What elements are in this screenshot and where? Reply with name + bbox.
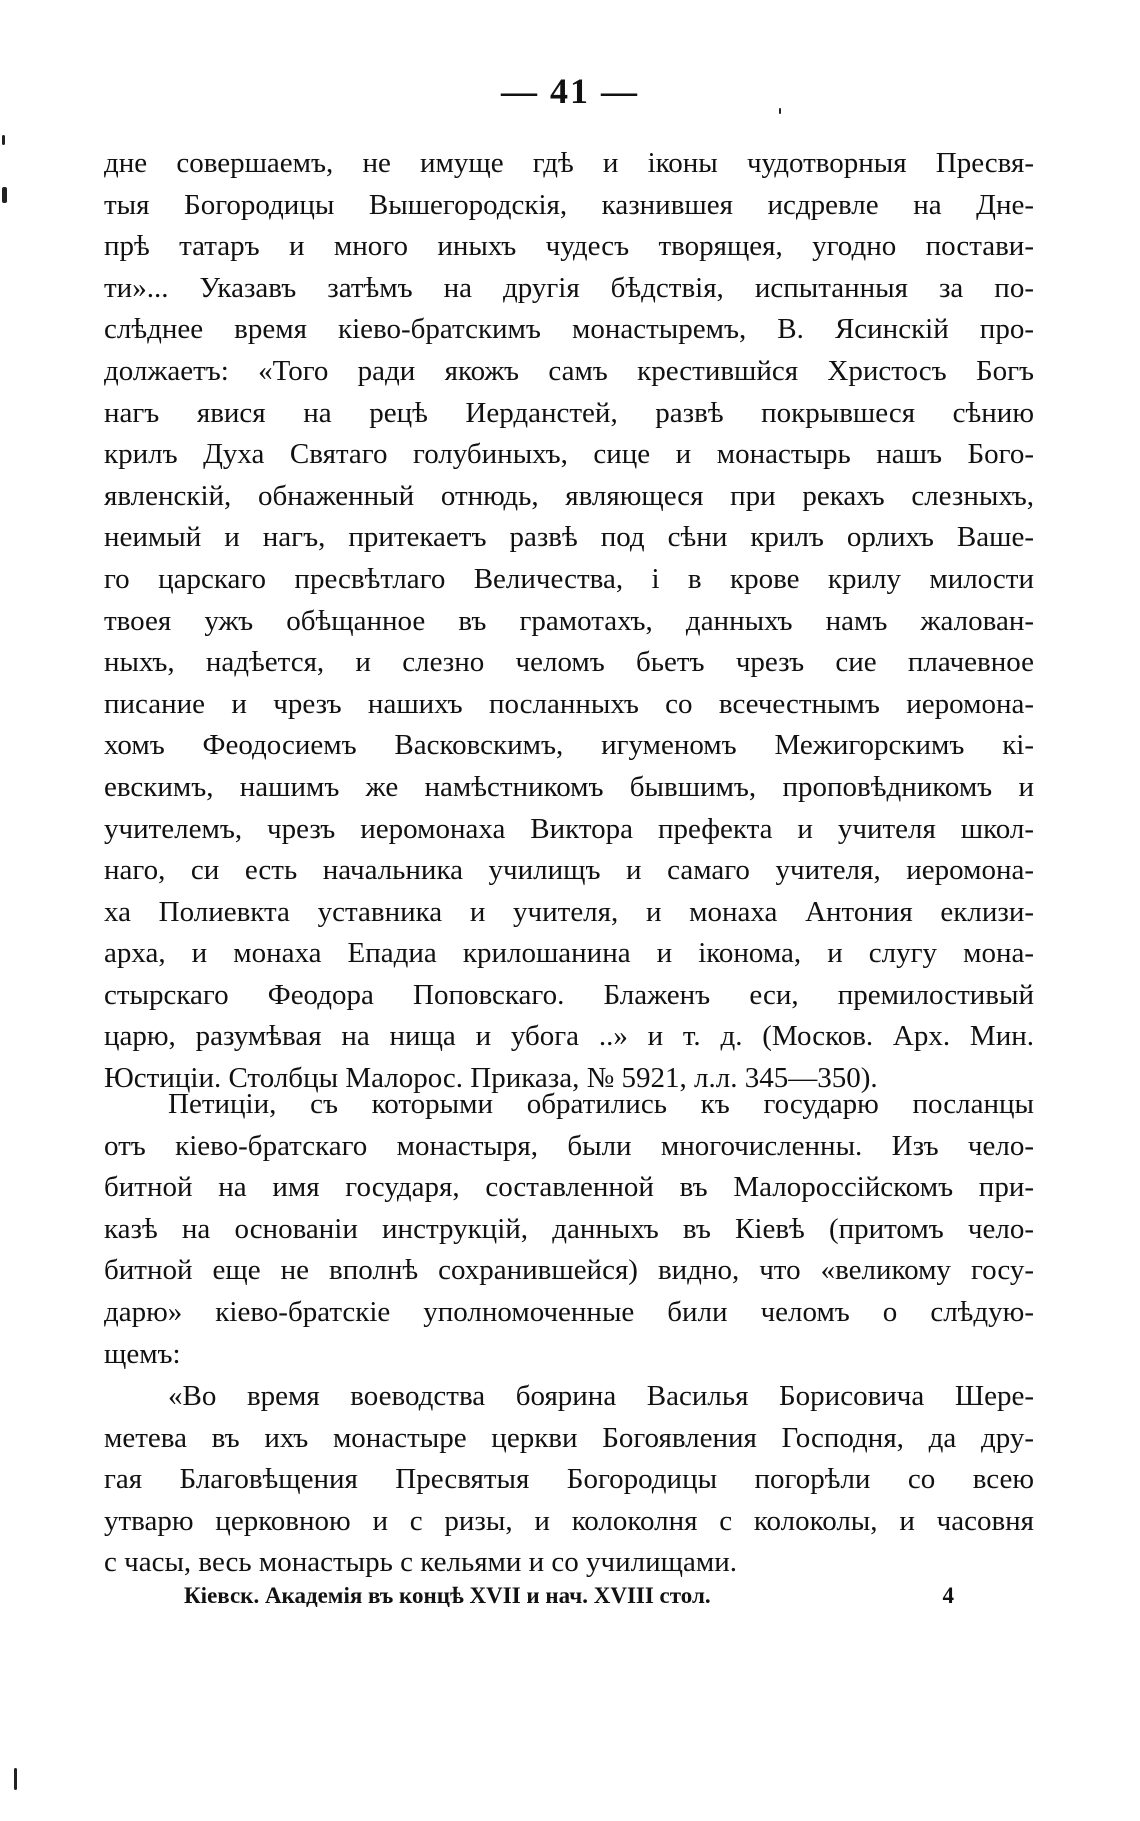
text-line: дне совершаемъ, не имуще гдѣ и iконы чудотворныя Пресвя- <box>104 147 1034 179</box>
text-line: хомъ Феодосиемъ Васковскимъ, игуменомъ Межигорскимъ кi- <box>104 729 1034 762</box>
text-line: тыя Богородицы Вышегородскiя, казнившея исдревле на Дне- <box>104 188 1034 221</box>
margin-speck <box>2 187 7 203</box>
text-line: прѣ татаръ и много иныхъ чудесъ творящея, угодно постави- <box>104 230 1034 263</box>
text-line: учителемъ, чрезъ иеромонаха Виктора префекта и учителя школ- <box>104 812 1034 845</box>
text-line: явленскiй, обнаженный отнюдь, являющеся при рекахъ слезныхъ, <box>104 479 1034 512</box>
text-line: ныхъ, надѣется, и слезно челомъ бьетъ чрезъ сие плачевное <box>104 646 1034 679</box>
text-line: арха, и монаха Епадиа крилошанина и iконома, и слугу мона- <box>104 937 1034 970</box>
text-line: метева въ ихъ монастыре церкви Богоявления Господня, да дру- <box>104 1421 1034 1454</box>
text-line: гая Благовѣщения Пресвятыя Богородицы погорѣли со всею <box>104 1463 1034 1496</box>
paragraph-3 <box>104 1376 1034 1584</box>
text-line: евскимъ, нашимъ же намѣстникомъ бывшимъ, проповѣдникомъ и <box>104 770 1034 803</box>
page-number: — 41 — <box>501 71 639 111</box>
text-line: щемъ: <box>104 1337 181 1370</box>
text-line: го царскаго пресвѣтлаго Величества, i в крове крилу милости <box>104 562 1034 595</box>
text-line: ха Полиевкта уставника и учителя, и монаха Антония еклизи- <box>104 895 1034 928</box>
text-line: неимый и нагъ, притекаетъ развѣ под сѣни крилъ орлихъ Ваше- <box>104 521 1034 554</box>
text-line: стырскаго Феодора Поповскаго. Блаженъ еси, премилостивый <box>104 978 1034 1011</box>
margin-speck <box>779 108 781 114</box>
text-line: Петицiи, съ которыми обратились къ государю посланцы <box>168 1088 1034 1120</box>
text-line: писание и чрезъ нашихъ посланныхъ со всечестнымъ иеромона- <box>104 687 1034 720</box>
sheet-number: 4 <box>942 1583 954 1608</box>
text-line: крилъ Духа Святаго голубиныхъ, сице и монастырь нашъ Бого- <box>104 438 1034 471</box>
text-line: казѣ на основанiи инструкцiй, данныхъ въ Кiевѣ (притомъ чело- <box>104 1212 1034 1245</box>
margin-speck <box>2 135 5 145</box>
paragraph-2 <box>104 1084 1034 1375</box>
text-line: битной на имя государя, составленной въ Малороссiйскомъ при- <box>104 1171 1034 1204</box>
page-footer <box>184 1583 954 1609</box>
text-line: битной еще не вполнѣ сохранившейся) видно, что «великому госу- <box>104 1254 1034 1287</box>
text-line: отъ кiево-братскаго монастыря, были многочисленны. Изъ чело- <box>104 1129 1034 1162</box>
text-line: ти»... Указавъ затѣмъ на другiя бѣдствiя, испытанныя за по- <box>104 271 1034 304</box>
paragraph-1 <box>104 143 1034 1100</box>
text-line: наго, си есть начальника училищъ и самаго учителя, иеромона- <box>104 854 1034 887</box>
text-line: утварю церковною и с ризы, и колоколня с колоколы, и часовня <box>104 1504 1034 1537</box>
text-line: «Во время воеводства боярина Василья Борисовича Шере- <box>168 1380 1034 1412</box>
text-line: нагъ явися на рецѣ Иерданстей, развѣ покрывшеся сѣнию <box>104 396 1034 429</box>
text-line: царю, разумѣвая на нища и убога ..» и т. д. (Москов. Арх. Мин. <box>104 1020 1034 1053</box>
text-line: Юстицiи. Столбцы Малорос. Приказа, № 5921, л.л. 345—350). <box>104 1062 878 1095</box>
footer-signature: Кiевск. Академiя въ концѣ XVII и нач. XVIII стол. <box>184 1583 711 1608</box>
margin-speck <box>14 1768 17 1790</box>
text-line: дарю» кiево-братскiе уполномоченные били челомъ о слѣдую- <box>104 1295 1034 1328</box>
text-line: твоея ужъ обѣщанное въ грамотахъ, данныхъ намъ жалован- <box>104 604 1034 637</box>
text-line: должаетъ: «Того ради якожъ самъ крестившйся Христосъ Богъ <box>104 354 1034 387</box>
text-line: слѣднее время кiево-братскимъ монастыремъ, В. Ясинскiй про- <box>104 313 1034 346</box>
text-line: с часы, весь монастырь с кельями и со училищами. <box>104 1546 737 1579</box>
